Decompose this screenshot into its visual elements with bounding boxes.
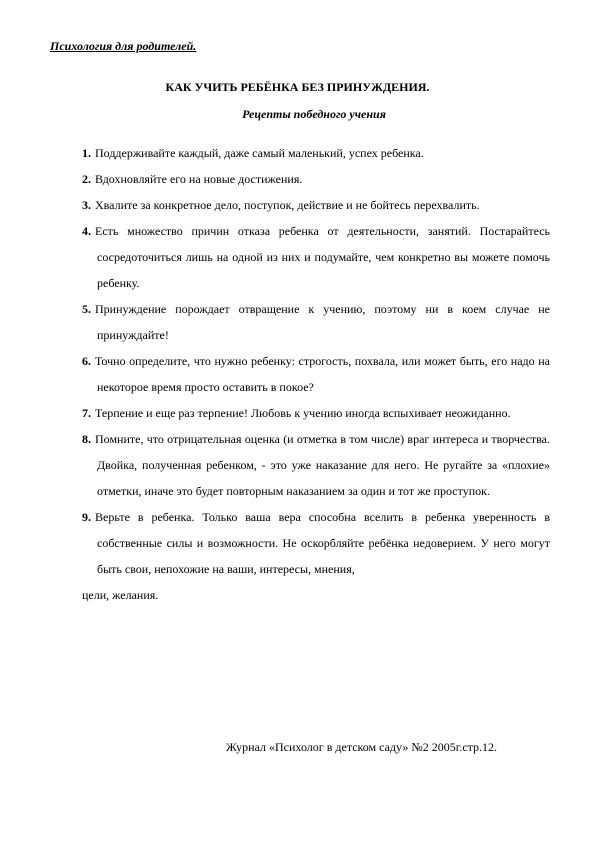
item-number: 6. (82, 354, 91, 368)
list-item (82, 166, 550, 192)
section-header: Психология для родителей. (50, 39, 197, 53)
item-text: цели, желания. (82, 588, 159, 602)
recipes-list (82, 140, 550, 608)
item-text: Принуждение порождает отвращение к учению, поэтому ни в коем случае не принуждайте! (95, 302, 550, 342)
item-number: 3. (82, 198, 91, 212)
item-text: Поддерживайте каждый, даже самый маленький, успех ребенка. (95, 146, 424, 160)
item-number: 4. (82, 224, 91, 238)
list-item (82, 140, 550, 166)
list-item (82, 192, 550, 218)
item-text: Есть множество причин отказа ребенка от деятельности, занятий. Постарайтесь сосредоточиться лишь на одной из них и подумайте, чем конкретно вы можете помочь ребенку. (95, 224, 550, 290)
item-text: Точно определите, что нужно ребенку: строгость, похвала, или может быть, его надо на некоторое время просто оставить в покое? (95, 354, 550, 394)
item-number: 1. (82, 146, 91, 160)
page-title: КАК УЧИТЬ РЕБЁНКА БЕЗ ПРИНУЖДЕНИЯ. (165, 80, 430, 94)
list-item (82, 504, 550, 582)
list-item (82, 400, 550, 426)
list-item (82, 296, 550, 348)
item-text: Вдохновляйте его на новые достижения. (95, 172, 303, 186)
page-subtitle: Рецепты победного учения (242, 107, 386, 121)
list-item (82, 348, 550, 400)
list-item (82, 218, 550, 296)
item-text: Терпение и еще раз терпение! Любовь к учению иногда вспыхивает неожиданно. (95, 406, 511, 420)
list-item-continuation (82, 582, 550, 608)
item-text: Помните, что отрицательная оценка (и отметка в том числе) враг интереса и творчества. Двойка, полученная ребенком, - это уже наказание для него. Не ругайте за «плохие» отметки, иначе это будет повторным наказанием за один и тот же проступок. (95, 432, 550, 498)
item-number: 7. (82, 406, 91, 420)
item-number: 8. (82, 432, 91, 446)
source-citation: Журнал «Психолог в детском саду» №2 2005г.стр.12. (226, 740, 498, 754)
item-text: Верьте в ребенка. Только ваша вера способна вселить в ребенка уверенность в собственные силы и возможности. Не оскорбляйте ребёнка недоверием. У него могут быть свои, непохожие на ваши, интересы, мнения, (95, 510, 550, 576)
item-number: 5. (82, 302, 91, 316)
item-number: 9. (82, 510, 91, 524)
item-text: Хвалите за конкретное дело, поступок, действие и не бойтесь перехвалить. (95, 198, 480, 212)
list-item (82, 426, 550, 504)
item-number: 2. (82, 172, 91, 186)
